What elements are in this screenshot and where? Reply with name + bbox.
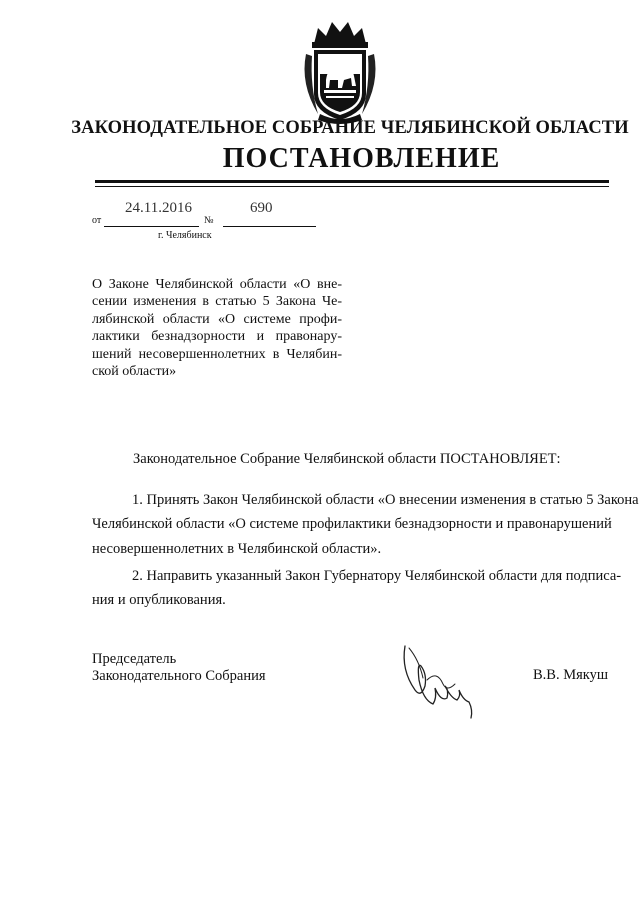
resolution-item-2 <box>92 564 622 613</box>
signer-title <box>92 651 266 685</box>
paragraph-line: 2. Направить указанный Закон Губернатору Челябинской области для подписа- <box>132 568 622 584</box>
subject-line: шений несовершеннолетних в Челябин- <box>92 346 342 362</box>
signer-title-line: Председатель <box>92 651 177 667</box>
resolution-item-1 <box>92 488 639 561</box>
signer-title-line: Законодательного Собрания <box>92 668 266 684</box>
document-subject <box>92 276 342 380</box>
preamble: Законодательное Собрание Челябинской области ПОСТАНОВЛЯЕТ: <box>133 451 561 467</box>
subject-line: сении изменения в статью 5 Закона Че- <box>92 294 342 310</box>
paragraph-line: 1. Принять Закон Челябинской области «О внесении изменения в статью 5 Закона <box>132 492 639 508</box>
document-number: 690 <box>250 200 273 216</box>
date-prefix-label: от <box>92 215 102 226</box>
coat-of-arms-icon <box>300 14 380 126</box>
subject-line: ской области» <box>92 364 177 380</box>
paragraph-line: ния и опубликования. <box>92 592 226 609</box>
header-rule-thick <box>95 180 609 183</box>
signature-icon <box>397 640 492 720</box>
city-label: г. Челябинск <box>158 230 212 241</box>
date-underline <box>104 226 199 227</box>
number-prefix-label: № <box>204 215 214 226</box>
subject-line: лябинской области «О системе профи- <box>92 311 342 327</box>
header-rule-thin <box>95 186 609 187</box>
subject-line: О Законе Челябинской области «О вне- <box>92 277 342 292</box>
paragraph-line: Челябинской области «О системе профилактики безнадзорности и правонарушений <box>92 516 612 533</box>
document-date: 24.11.2016 <box>125 200 192 216</box>
signer-name: В.В. Мякуш <box>533 667 609 683</box>
organization-name: ЗАКОНОДАТЕЛЬНОЕ СОБРАНИЕ ЧЕЛЯБИНСКОЙ ОБЛАСТИ <box>71 118 629 138</box>
document-title: ПОСТАНОВЛЕНИЕ <box>222 143 501 174</box>
number-underline <box>223 226 316 227</box>
paragraph-line: несовершеннолетних в Челябинской области». <box>92 540 382 557</box>
subject-line: лактики безнадзорности и правонару- <box>92 329 342 345</box>
